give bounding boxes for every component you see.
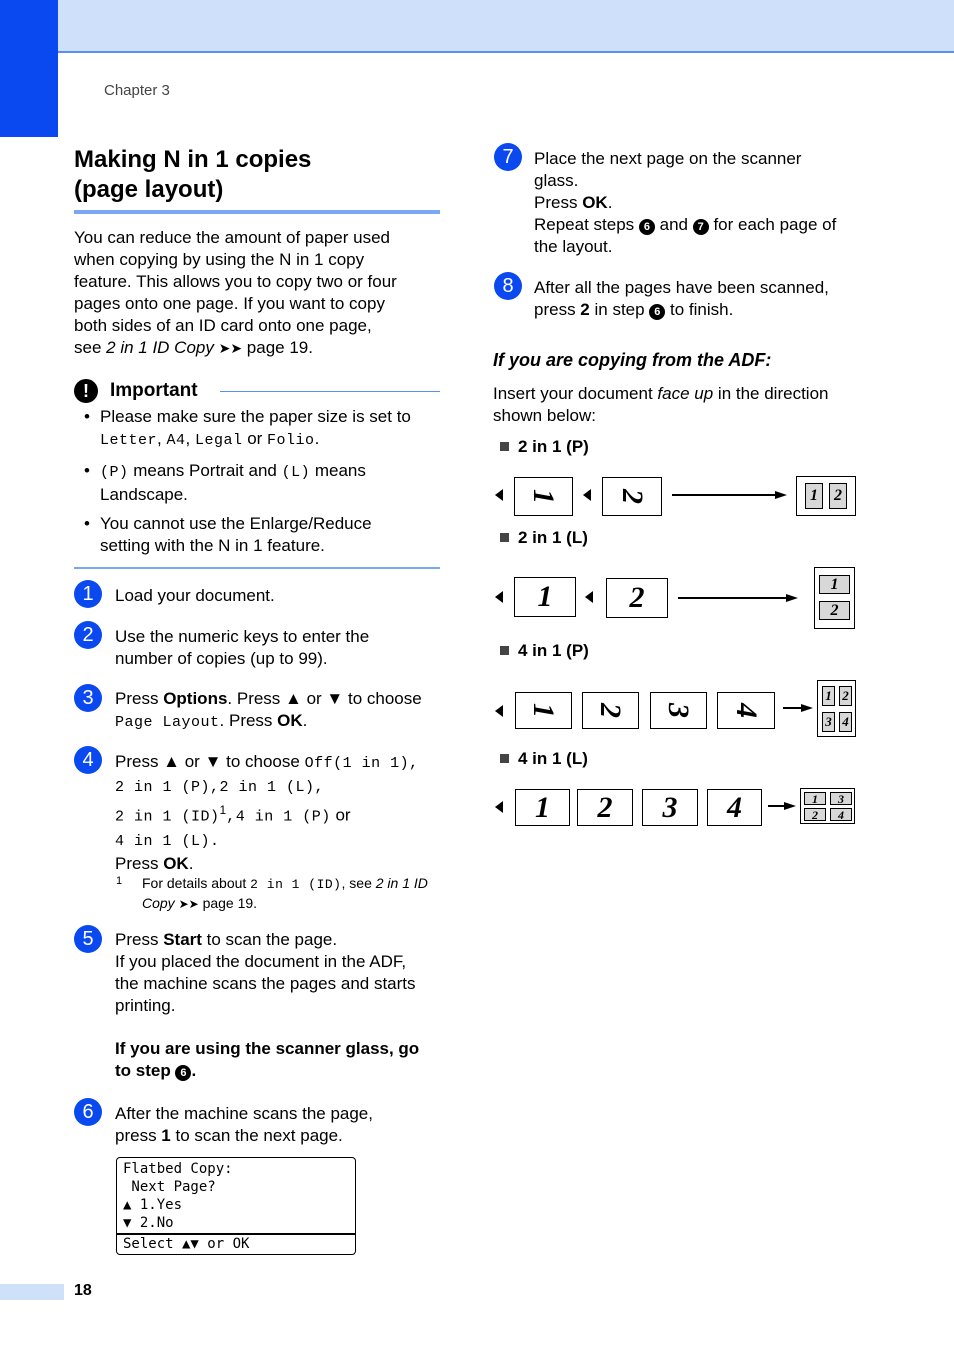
intro-line: You can reduce the amount of paper used [74, 228, 390, 247]
step-4-text: Press ▲ or ▼ to choose Off(1 in 1), 2 in 1 (P),2 in 1 (L), 2 in 1 (ID)$^1$,4 in 1 (P) or 4 in 1 (L). Press OK. [115, 752, 419, 873]
step-reference: 6 [639, 219, 655, 235]
title-line-1: Making N in 1 copies [74, 146, 312, 173]
layout-label: 2 in 1 (L) [500, 527, 588, 549]
arrow-line [672, 494, 775, 496]
arrow-icon [775, 491, 787, 499]
document-page: 4 [717, 692, 775, 729]
lcd-row: Select ▲▼ or OK [123, 1236, 250, 1252]
document-page: 1 [514, 577, 576, 617]
intro-line: pages onto one page. If you want to copy [74, 294, 385, 313]
step-5-text: Press Start to scan the page. If you placed the document in the ADF, the machine scans the pages and starts printing. If you are using the scanner glass, go to step 6 . [115, 930, 420, 1080]
step-number-8: 8 [494, 272, 522, 300]
cross-reference: 2 in 1 ID Copy [106, 338, 214, 357]
lcd-screen [116, 1157, 356, 1255]
document-page: 2 [582, 692, 639, 729]
step-2-text: Use the numeric keys to enter the number of copies (up to 99). [115, 627, 370, 668]
intro-line: feature. This allows you to copy two or four [74, 272, 397, 291]
step-number-4: 4 [74, 746, 102, 774]
feed-direction-icon [495, 489, 503, 501]
step-number-2: 2 [74, 621, 102, 649]
lcd-row: ▼ 2.No [123, 1215, 174, 1231]
feed-direction-icon [495, 705, 503, 717]
feed-direction-icon [495, 801, 503, 813]
step-3-text: Press Options. Press ▲ or ▼ to choose Page Layout. Press OK. [115, 689, 422, 731]
step-reference: 6 [649, 304, 665, 320]
step-reference: 6 [175, 1065, 191, 1081]
step-number-7: 7 [494, 143, 522, 171]
document-page: 2 [577, 789, 633, 826]
step-number-5: 5 [74, 925, 102, 953]
intro-paragraph [74, 227, 444, 359]
layout-label: 4 in 1 (P) [500, 640, 589, 662]
arrow-line [678, 597, 786, 599]
section-title [74, 145, 444, 205]
adf-heading: If you are copying from the ADF: [493, 350, 772, 370]
document-page: 4 [707, 789, 762, 826]
document-page: 2 [602, 477, 662, 516]
exclamation-icon: ! [74, 379, 98, 403]
output-page: 1 3 2 4 [800, 788, 855, 824]
document-page: 1 [515, 789, 570, 826]
intro-line: both sides of an ID card onto one page, [74, 316, 372, 335]
step-number-6: 6 [74, 1098, 102, 1126]
arrow-icon: ➤➤ [178, 897, 199, 911]
step-8-text: After all the pages have been scanned, press 2 in step 6 to finish. [534, 278, 829, 319]
arrow-icon [784, 802, 796, 810]
title-line-2: (page layout) [74, 176, 224, 203]
arrow-icon: ➤➤ [218, 340, 243, 356]
chapter-tab [0, 0, 58, 137]
intro-line: see 2 in 1 ID Copy ➤➤ page 19. [74, 338, 313, 357]
important-header [74, 379, 440, 403]
important-label: Important [110, 380, 198, 401]
square-bullet-icon [500, 646, 509, 655]
important-rule [74, 567, 440, 569]
output-page: 1 2 [814, 567, 855, 629]
output-page: 1 2 [796, 476, 856, 516]
document-page: 1 [514, 477, 573, 516]
document-page: 1 [515, 692, 572, 729]
square-bullet-icon [500, 754, 509, 763]
page-number: 18 [74, 1282, 92, 1299]
layout-label: 4 in 1 (L) [500, 748, 588, 770]
step-7-text: Place the next page on the scanner glass. Press OK. Repeat steps 6 and 7 for each page of the layout. [534, 149, 837, 256]
page-number-bar [0, 1284, 64, 1300]
output-page: 1 2 3 4 [817, 680, 856, 737]
footnote-mark: 1 [116, 875, 123, 887]
layout-label: 2 in 1 (P) [500, 436, 589, 458]
arrow-line [783, 707, 803, 709]
adf-paragraph: Insert your document face up in the direction shown below: [493, 384, 829, 425]
document-page: 2 [606, 578, 668, 618]
arrow-icon [801, 704, 813, 712]
step-6-text: After the machine scans the page, press 1 to scan the next page. [115, 1104, 373, 1145]
step-number-1: 1 [74, 580, 102, 608]
square-bullet-icon [500, 533, 509, 542]
feed-direction-icon [583, 489, 591, 501]
lcd-row: Flatbed Copy: [123, 1161, 233, 1177]
feed-direction-icon [585, 591, 593, 603]
document-page: 3 [642, 789, 698, 826]
square-bullet-icon [500, 442, 509, 451]
header-bar [0, 0, 954, 53]
lcd-row: ▲ 1.Yes [123, 1197, 183, 1213]
lcd-row: Next Page? [123, 1179, 216, 1195]
step-reference: 7 [693, 219, 709, 235]
step-1-text: Load your document. [115, 586, 275, 605]
footnote-text: For details about 2 in 1 (ID), see 2 in 1 ID Copy ➤➤ page 19. [142, 875, 428, 911]
title-rule [74, 210, 440, 214]
intro-line: when copying by using the N in 1 copy [74, 250, 365, 269]
arrow-icon [786, 594, 798, 602]
important-line [220, 391, 440, 392]
step-number-3: 3 [74, 684, 102, 712]
feed-direction-icon [495, 591, 503, 603]
chapter-label: Chapter 3 [104, 82, 170, 99]
document-page: 3 [650, 692, 707, 729]
